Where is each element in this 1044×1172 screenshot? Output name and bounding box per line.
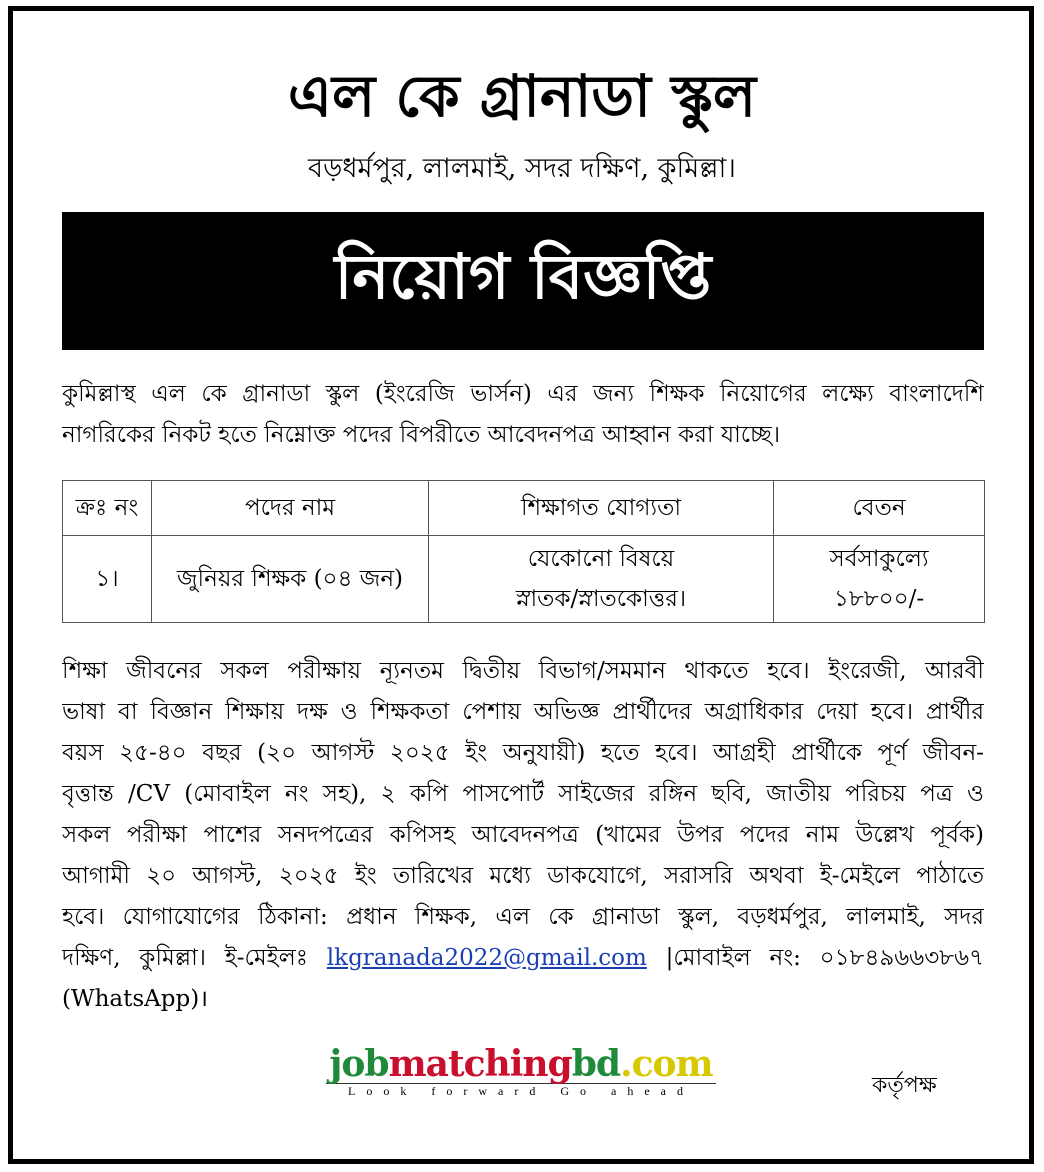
salary-amount: ১৮৮০০/-	[833, 586, 925, 612]
logo-part: matching	[388, 1043, 572, 1085]
cell-salary	[774, 536, 985, 623]
email-link[interactable]: lkgranada2022@gmail.com	[326, 945, 647, 971]
intro-line: কুমিল্লাস্থ এল কে গ্রানাডা স্কুল (ইংরেজি ভার্সন) এর জন্য শিক্ষক নিয়োগের লক্ষ্যে বাংলাদেশি	[62, 381, 984, 407]
watermark-logo	[326, 1045, 716, 1099]
cell-post: জুনিয়র শিক্ষক (০৪ জন)	[152, 536, 429, 623]
body-line: বয়স ২৫-৪০ বছর (২০ আগস্ট ২০২৫ ইং অনুযায়ী) হতে হবে। আগ্রহী প্রার্থীকে পূর্ণ জীবন-	[62, 740, 984, 766]
body-line: আগামী ২০ আগস্ট, ২০২৫ ইং তারিখের মধ্যে ডাকযোগে, সরাসরি অথবা ই-মেইলে পাঠাতে	[62, 863, 984, 889]
body-line: ভাষা বা বিজ্ঞান শিক্ষায় দক্ষ ও শিক্ষকতা পেশায় অভিজ্ঞ প্রার্থীদের অগ্রাধিকার দেয়া হবে। প্রার্থীর	[62, 699, 984, 725]
logo-part: bd	[571, 1043, 621, 1085]
vacancy-table	[62, 480, 985, 623]
body-line: শিক্ষা জীবনের সকল পরীক্ষায় ন্যূনতম দ্বিতীয় বিভাগ/সমমান থাকতে হবে। ইংরেজী, আরবী	[62, 658, 984, 684]
logo-part: .com	[620, 1043, 713, 1085]
body-line: হবে। যোগাযোগের ঠিকানা: প্রধান শিক্ষক, এল কে গ্রানাডা স্কুল, বড়ধর্মপুর, লালমাই, সদর	[62, 904, 984, 930]
signature-authority: কর্তৃপক্ষ	[872, 1073, 937, 1098]
intro-paragraph	[62, 374, 984, 456]
banner-title: নিয়োগ বিজ্ঞপ্তি	[334, 239, 712, 313]
salary-line: সর্বসাকুল্যে	[829, 546, 929, 572]
notice-banner	[62, 212, 984, 350]
contact-line	[62, 938, 984, 979]
school-name: এল কে গ্রানাডা স্কুল	[287, 62, 757, 130]
header-qualification: শিক্ষাগত যোগ্যতা	[429, 481, 774, 536]
table-row	[63, 536, 985, 623]
details-paragraph	[62, 651, 984, 1020]
contact-prefix: দক্ষিণ, কুমিল্লা। ই-মেইলঃ	[62, 945, 308, 971]
whatsapp-note: (WhatsApp)।	[62, 986, 208, 1012]
qualification-line: স্নাতক/স্নাতকোত্তর।	[515, 586, 687, 612]
cell-serial: ১।	[63, 536, 152, 623]
cell-qualification	[429, 536, 774, 623]
intro-line: নাগরিকের নিকট হতে নিম্নোক্ত পদের বিপরীতে আবেদনপত্র আহ্বান করা যাচ্ছে।	[62, 422, 781, 448]
body-line: বৃত্তান্ত /CV (মোবাইল নং সহ), ২ কপি পাসপোর্ট সাইজের রঙ্গিন ছবি, জাতীয় পরিচয় পত্র ও	[62, 781, 984, 807]
header-post: পদের নাম	[152, 481, 429, 536]
body-line: সকল পরীক্ষা পাশের সনদপত্রের কপিসহ আবেদনপত্র (খামের উপর পদের নাম উল্লেখ পূর্বক)	[62, 822, 984, 848]
qualification-line: যেকোনো বিষয়ে	[527, 546, 675, 572]
logo-tagline: Look forward Go ahead	[348, 1084, 694, 1098]
logo-part: job	[329, 1043, 389, 1085]
mobile-number: |মোবাইল নং: ০১৮৪৯৬৬৩৮৬৭	[665, 945, 984, 971]
header-serial: ক্রঃ নং	[63, 481, 152, 536]
header-salary: বেতন	[774, 481, 985, 536]
school-address: বড়ধর্মপুর, লালমাই, সদর দক্ষিণ, কুমিল্লা।	[308, 153, 736, 184]
table-header-row	[63, 481, 985, 536]
